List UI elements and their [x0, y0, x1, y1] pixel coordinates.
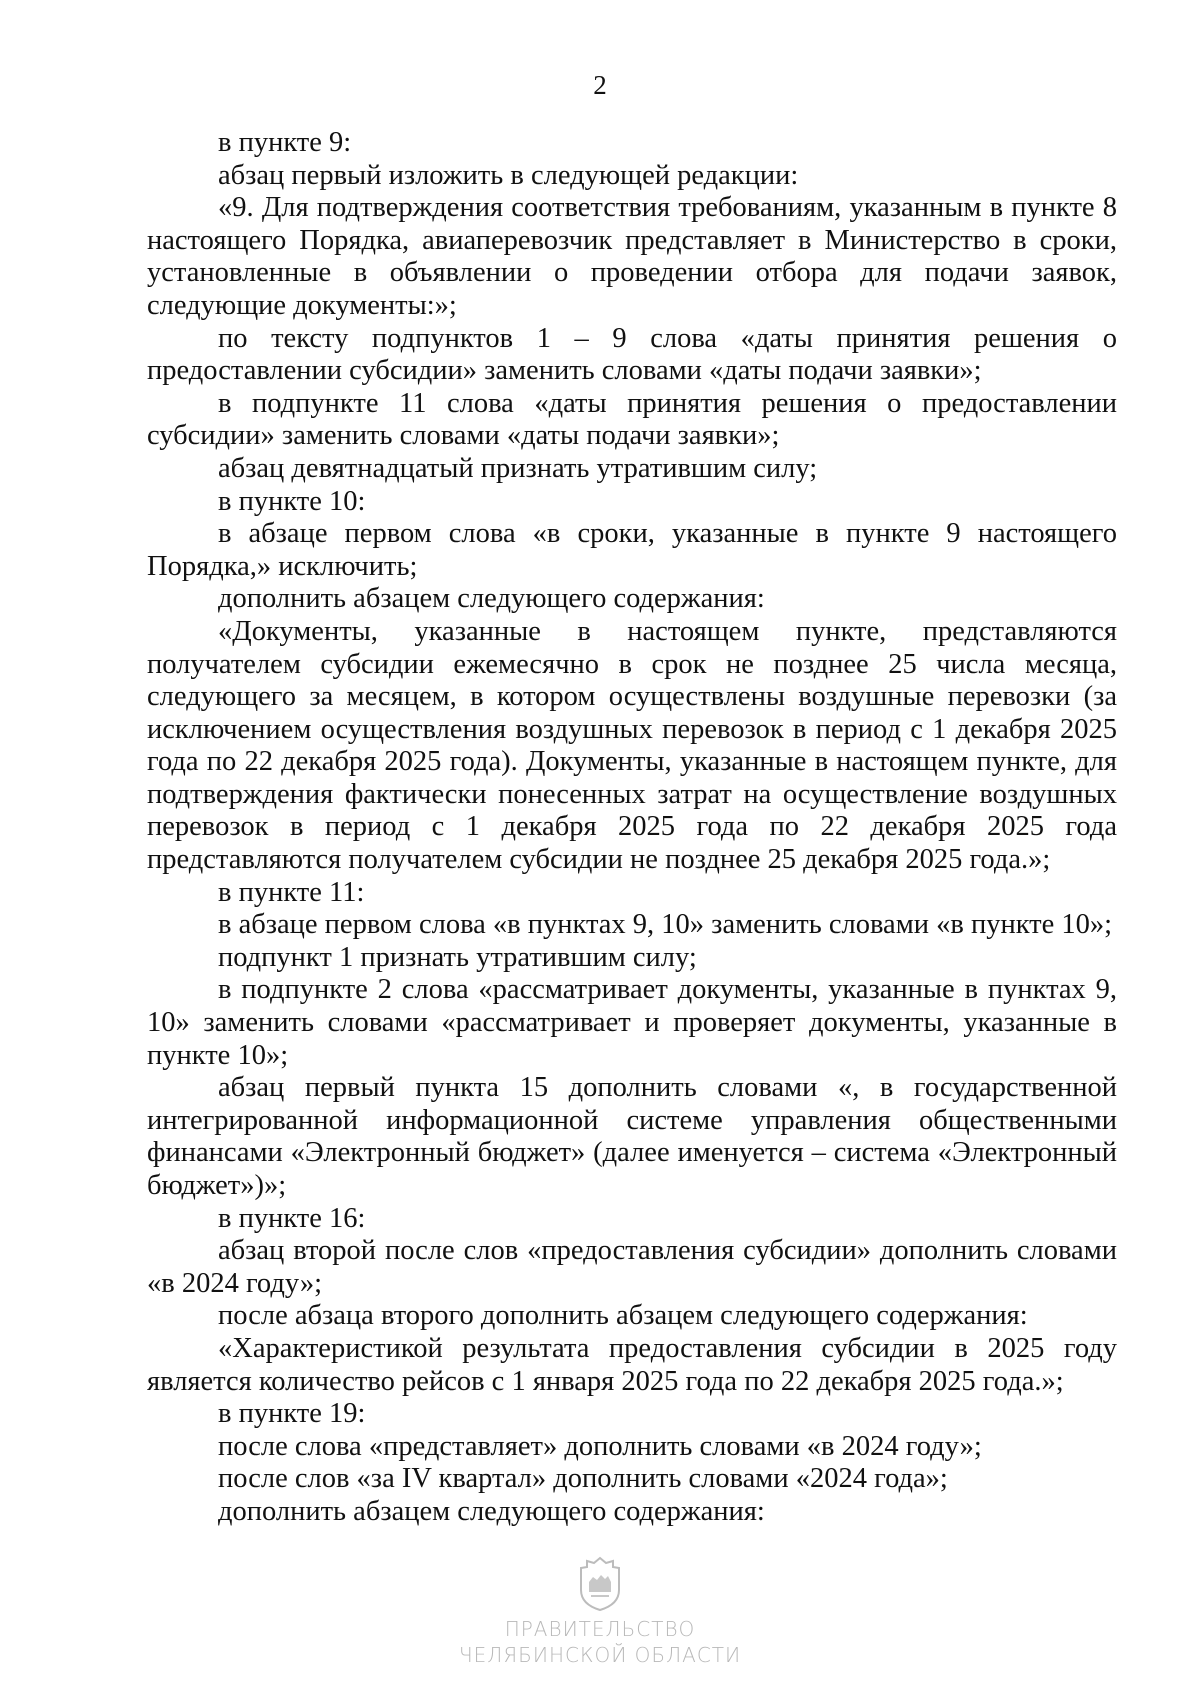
paragraph: в пункте 10: — [218, 485, 366, 517]
government-watermark — [420, 1556, 780, 1668]
paragraph: абзац второй после слов «предоставления субсидии» дополнить словами «в 2024 году»; — [147, 1235, 1117, 1299]
paragraph: в пункте 11: — [218, 876, 365, 908]
watermark-line-2: ЧЕЛЯБИНСКОЙ ОБЛАСТИ — [458, 1643, 742, 1667]
paragraph: в пункте 16: — [218, 1202, 366, 1234]
paragraph: абзац первый пункта 15 дополнить словами «, в государственной интегрированной информационной системе управления общественными финансами «Электронный бюджет» (далее именуется – система «Электронный бюджет»)»; — [147, 1072, 1117, 1201]
page-number: 2 — [593, 70, 607, 100]
paragraph: после слов «за IV квартал» дополнить словами «2024 года»; — [218, 1463, 948, 1495]
paragraph: «9. Для подтверждения соответствия требованиям, указанным в пункте 8 настоящего Порядка, авиаперевозчик представляет в Министерство в сроки, установленные в объявлении о проведении отбора для подачи заявок, следующие документы:»; — [147, 192, 1117, 321]
paragraph: абзац девятнадцатый признать утратившим силу; — [218, 452, 818, 484]
watermark-line-1: ПРАВИТЕЛЬСТВО — [504, 1617, 696, 1641]
paragraph: подпункт 1 признать утратившим силу; — [218, 941, 697, 973]
paragraph: по тексту подпунктов 1 – 9 слова «даты принятия решения о предоставлении субсидии» заменить словами «даты подачи заявки»; — [147, 322, 1117, 387]
paragraph: в абзаце первом слова «в сроки, указанные в пункте 9 настоящего Порядка,» исключить; — [147, 518, 1117, 582]
document-body — [147, 127, 1117, 1529]
paragraph: в пункте 19: — [218, 1398, 366, 1430]
paragraph: в подпункте 11 слова «даты принятия решения о предоставлении субсидии» заменить словами «даты подачи заявки»; — [147, 387, 1117, 452]
paragraph: после абзаца второго дополнить абзацем следующего содержания: — [218, 1300, 1028, 1332]
paragraph: дополнить абзацем следующего содержания: — [218, 1495, 765, 1527]
paragraph: дополнить абзацем следующего содержания: — [218, 583, 765, 615]
coat-of-arms-icon — [577, 1556, 623, 1612]
paragraph: в подпункте 2 слова «рассматривает документы, указанные в пунктах 9, 10» заменить словами «рассматривает и проверяет документы, указанные в пункте 10»; — [147, 974, 1117, 1071]
paragraph: «Характеристикой результата предоставления субсидии в 2025 году является количество рейсов с 1 января 2025 года по 22 декабря 2025 года.»; — [147, 1332, 1117, 1397]
paragraph: абзац первый изложить в следующей редакции: — [218, 159, 799, 191]
paragraph: «Документы, указанные в настоящем пункте, представляются получателем субсидии ежемесячно в срок не позднее 25 числа месяца, следующего за месяцем, в котором осуществлены воздушные перевозки (за исключением осуществления воздушных перевозок в период с 1 декабря 2025 года по 22 декабря 2025 года). Документы, указанные в настоящем пункте, для подтверждения фактически понесенных затрат на осуществление воздушных перевозок в период с 1 декабря 2025 года по 22 декабря 2025 года представляются получателем субсидии не позднее 25 декабря 2025 года.»; — [147, 615, 1117, 876]
paragraph: в абзаце первом слова «в пунктах 9, 10» заменить словами «в пункте 10»; — [218, 909, 1113, 941]
paragraph: после слова «представляет» дополнить словами «в 2024 году»; — [218, 1430, 982, 1462]
paragraph: в пункте 9: — [218, 127, 352, 158]
